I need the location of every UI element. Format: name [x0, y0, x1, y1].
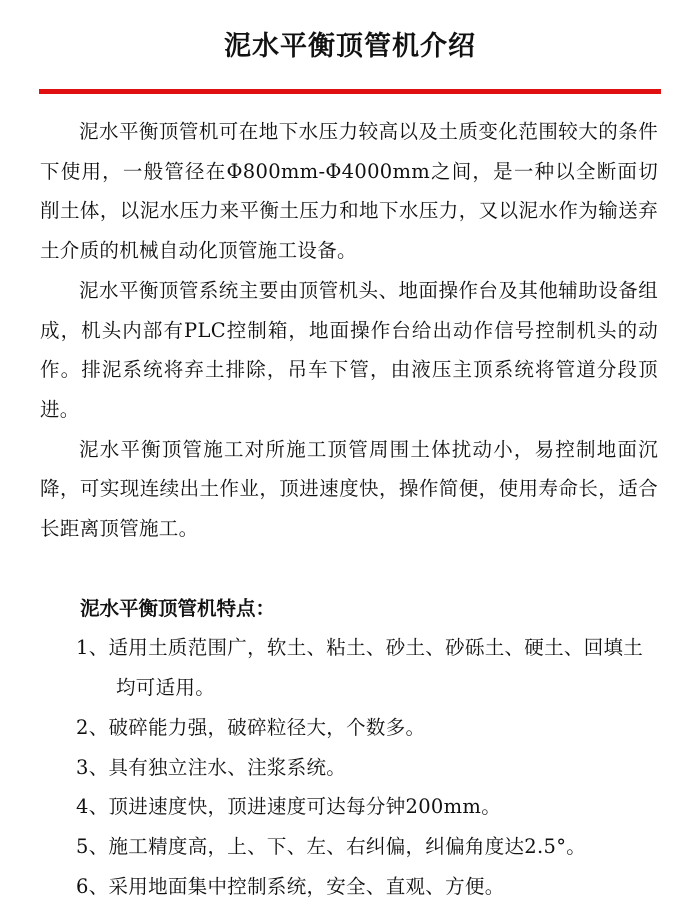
- document-body: [40, 112, 658, 906]
- feature-item: 6、采用地面集中控制系统，安全、直观、方便。: [76, 874, 505, 898]
- section-spacer: [40, 549, 658, 589]
- page-title: 泥水平衡顶管机介绍: [224, 31, 476, 62]
- features-list: [40, 628, 658, 906]
- features-heading: 泥水平衡顶管机特点：: [80, 596, 276, 620]
- feature-item: 1、适用土质范围广，软土、粘土、砂土、砂砾土、硬土、回填土均可适用。: [76, 636, 644, 700]
- intro-paragraph: 泥水平衡顶管机可在地下水压力较高以及土质变化范围较大的条件下使用，一般管径在Φ800mm-Φ4000mm之间，是一种以全断面切削土体，以泥水压力来平衡土压力和地下水压力，又以泥水作为输送弃土介质的机械自动化顶管施工设备。: [40, 120, 658, 263]
- feature-item: 2、破碎能力强，破碎粒径大，个数多。: [76, 715, 426, 739]
- feature-item: 4、顶进速度快，顶进速度可达每分钟200mm。: [76, 795, 502, 819]
- title-divider: [39, 89, 661, 94]
- feature-item: 5、施工精度高，上、下、左、右纠偏，纠偏角度达2.5°。: [76, 834, 587, 858]
- advantages-paragraph: 泥水平衡顶管施工对所施工顶管周围土体扰动小，易控制地面沉降，可实现连续出土作业，顶进速度快，操作简便，使用寿命长，适合长距离顶管施工。: [40, 437, 658, 541]
- system-paragraph: 泥水平衡顶管系统主要由顶管机头、地面操作台及其他辅助设备组成，机头内部有PLC控制箱，地面操作台给出动作信号控制机头的动作。排泥系统将弃土排除，吊车下管，由液压主顶系统将管道分段顶进。: [40, 278, 658, 421]
- feature-item: 3、具有独立注水、注浆系统。: [76, 755, 347, 779]
